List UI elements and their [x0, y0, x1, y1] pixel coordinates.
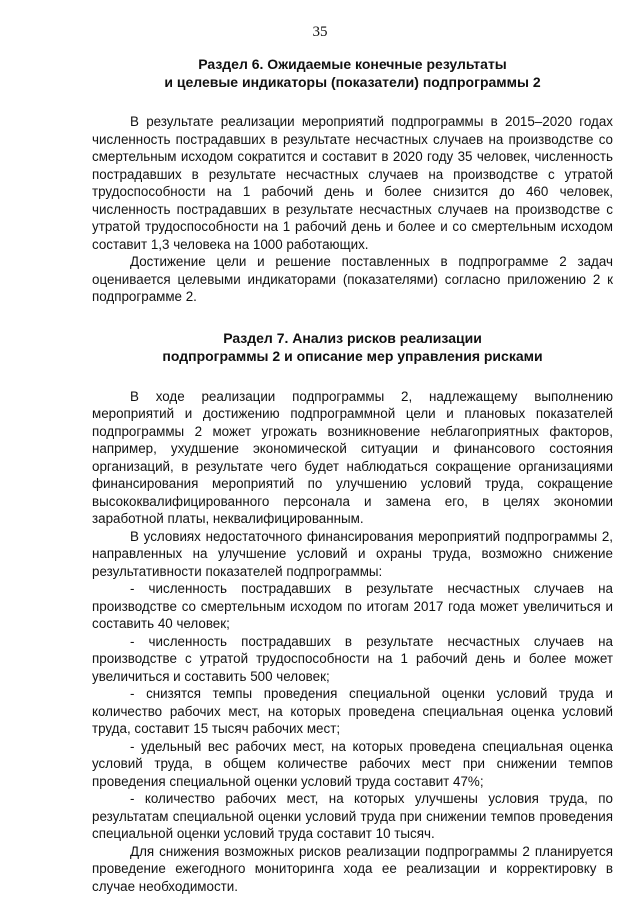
- section-6-body: [92, 113, 613, 306]
- paragraph: Достижение цели и решение поставленных в подпрограмме 2 задач оценивается целевыми индикаторами (показателями) согласно приложению 2 к подпрограмме 2.: [92, 254, 613, 304]
- section-6-title-line-1: Раздел 6. Ожидаемые конечные результаты: [198, 56, 507, 72]
- list-item: - численность пострадавших в результате несчастных случаев на производстве со смертельным исходом по итогам 2017 года может увеличиться и составить 40 человек;: [92, 581, 613, 631]
- list-item: - количество рабочих мест, на которых улучшены условия труда, по результатам специальной оценки условий труда при снижении темпов проведения специальной оценки условий труда составит 10 тысяч.: [92, 791, 613, 841]
- section-7-title-line-2: подпрограммы 2 и описание мер управления рисками: [162, 347, 543, 364]
- section-7-title-line-1: Раздел 7. Анализ рисков реализации: [223, 329, 482, 346]
- section-6-heading: [92, 55, 613, 91]
- section-7-heading: [92, 329, 613, 365]
- paragraph: В условиях недостаточного финансирования мероприятий подпрограммы 2, направленных на улучшение условий и охраны труда, возможно снижение результативности показателей подпрограммы:: [92, 528, 613, 579]
- page-content: [92, 55, 613, 895]
- paragraph: Для снижения возможных рисков реализации подпрограммы 2 планируется проведение ежегодного мониторинга хода ее реализации и корректировку в случае необходимости.: [92, 843, 613, 894]
- list-item: - численность пострадавших в результате несчастных случаев на производстве с утратой трудоспособности на 1 рабочий день и более может увеличиться и составить 500 человек;: [92, 633, 613, 684]
- list-item: - удельный вес рабочих мест, на которых проведена специальная оценка условий труда, в общем количестве рабочих мест при снижении темпов проведения специальной оценки условий труда составит 47%;: [92, 738, 613, 789]
- paragraph: В результате реализации мероприятий подпрограммы в 2015–2020 годах численность пострадавших в результате несчастных случаев на производстве со смертельным исходом сократится и составит в 2020 году 35 человек, численность пострадавших в результате несчастных случаев на производстве с утратой трудоспособности на 1 рабочий день и более снизится до 460 человек, численность пострадавших в результате несчастных случаев на производстве с утратой трудоспособности на 1 рабочий день и более и со смертельным исходом составит 1,3 человека на 1000 работающих.: [92, 114, 613, 252]
- section-6-title-line-2: и целевые индикаторы (показатели) подпрограммы 2: [164, 74, 541, 90]
- list-item: - снизятся темпы проведения специальной оценки условий труда и количество рабочих мест, на которых проведена специальная оценка условий труда, составит 15 тысяч рабочих мест;: [92, 686, 613, 736]
- page-number: 35: [312, 24, 328, 40]
- paragraph: В ходе реализации подпрограммы 2, надлежащему выполнению мероприятий и достижению подпрограммной цели и плановых показателей подпрограммы 2 может угрожать возникновение неблагоприятных факторов, например, ухудшение экономической ситуации и финансового состояния организаций, в результате чего будет наблюдаться сокращение организациями финансирования мероприятий по улучшению условий труда, сокращение высококвалифицированного персонала и замена его, в целях экономии заработной платы, неквалифицированным.: [92, 388, 613, 526]
- section-7-body: [92, 388, 613, 896]
